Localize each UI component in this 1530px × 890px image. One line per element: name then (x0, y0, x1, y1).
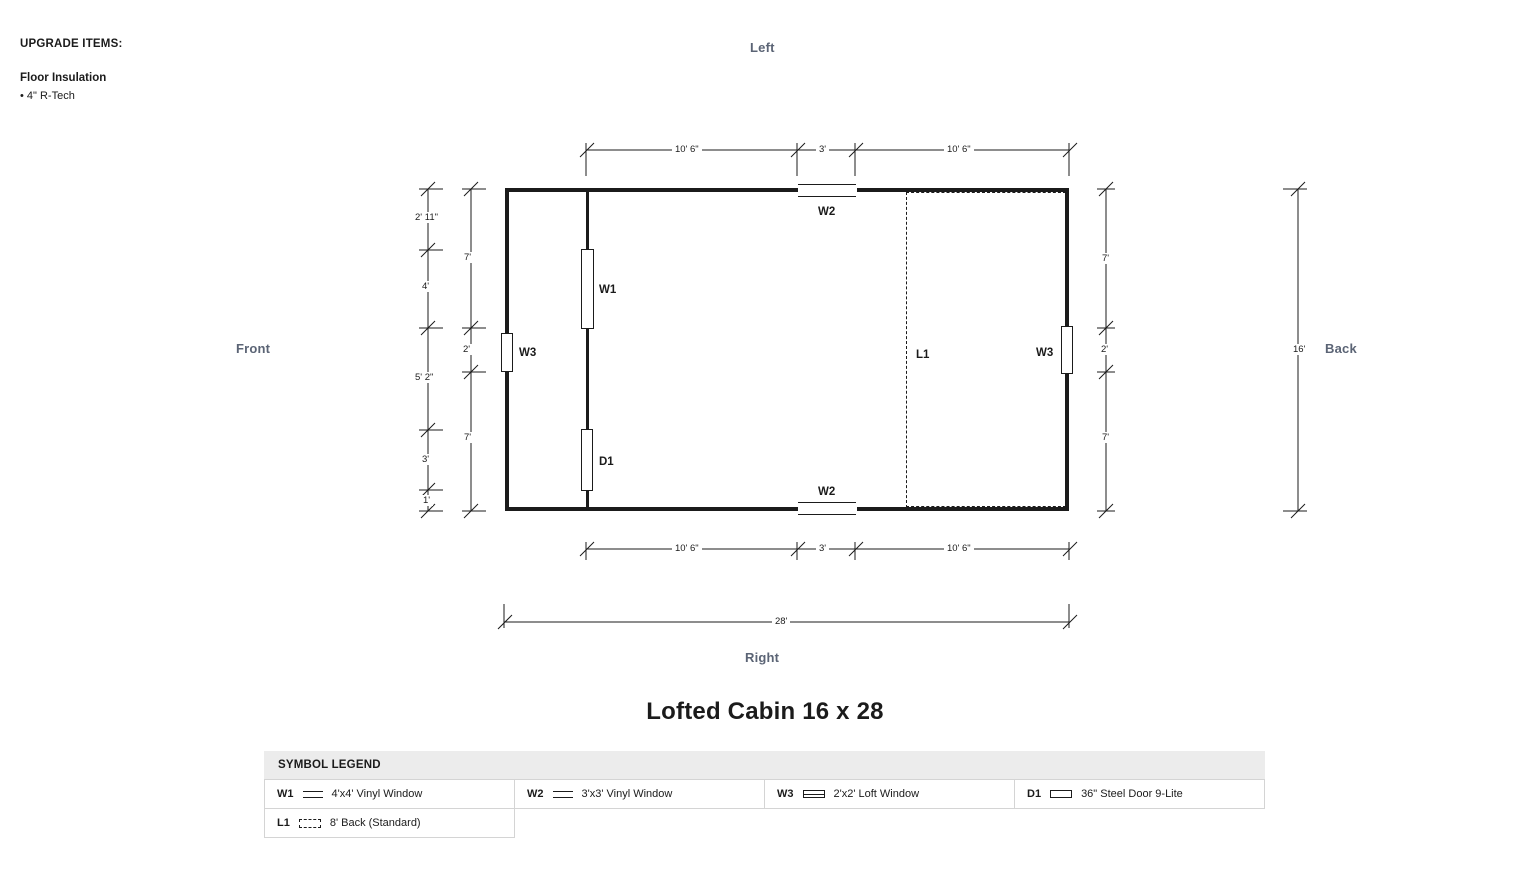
window-w2-top (798, 184, 856, 197)
legend-cell-w3 (765, 780, 1015, 809)
legend-cell-empty (1015, 809, 1265, 838)
dim-left-outer-5: 1' (420, 495, 433, 506)
dim-right-3: 7' (1099, 432, 1112, 443)
dim-left-inner-2: 2' (460, 344, 473, 355)
dim-bottom-right: 10' 6" (944, 543, 974, 554)
legend-code: W2 (527, 788, 544, 800)
dim-right-1: 7' (1099, 253, 1112, 264)
window-w3-right (1061, 326, 1073, 374)
dim-left-inner-3: 7' (461, 432, 474, 443)
upgrade-items-heading: UPGRADE ITEMS: (20, 38, 123, 50)
dim-left-outer-1: 2' 11" (412, 212, 441, 223)
legend-cell-w1 (265, 780, 515, 809)
wall-bottom-left (505, 507, 798, 511)
dim-left-outer-2: 4' (419, 281, 432, 292)
upgrade-item-1: • 4" R-Tech (20, 90, 75, 102)
wall-left-upper (505, 188, 509, 333)
tag-w1: W1 (599, 284, 617, 296)
wall-right-upper (1065, 188, 1069, 326)
loft-top-hatch (906, 192, 1066, 193)
window-w1 (581, 249, 594, 329)
tag-w2-bottom: W2 (818, 486, 836, 498)
loft-edge-line (906, 192, 907, 508)
symbol-legend (264, 751, 1265, 838)
legend-code: L1 (277, 817, 290, 829)
dim-top-mid: 3' (816, 144, 829, 155)
dim-left-outer-4: 3' (419, 454, 432, 465)
dim-right-2: 2' (1098, 344, 1111, 355)
window-w3-left (501, 333, 513, 372)
dim-overall-width: 28' (772, 616, 790, 627)
legend-cell-empty (515, 809, 765, 838)
legend-text: 3'x3' Vinyl Window (581, 788, 673, 800)
page-title: Lofted Cabin 16 x 28 (646, 698, 884, 725)
wall-top-left (505, 188, 798, 192)
tag-l1: L1 (916, 349, 930, 361)
dim-top-left: 10' 6" (672, 144, 702, 155)
door-icon (1050, 790, 1072, 798)
legend-text: 8' Back (Standard) (329, 817, 421, 829)
tag-w3-right: W3 (1036, 347, 1054, 359)
loft-bottom-hatch (906, 506, 1066, 507)
legend-header: SYMBOL LEGEND (264, 751, 1265, 779)
legend-code: D1 (1027, 788, 1042, 800)
dim-top-right: 10' 6" (944, 144, 974, 155)
legend-code: W1 (277, 788, 294, 800)
loft-window-icon (803, 790, 825, 798)
orientation-label-right: Right (745, 650, 780, 665)
legend-cell-empty (765, 809, 1015, 838)
window-w2-bottom (798, 502, 856, 515)
legend-text: 36" Steel Door 9-Lite (1081, 788, 1183, 800)
tag-w3-left: W3 (519, 347, 537, 359)
legend-table (264, 779, 1265, 838)
wall-left-lower (505, 372, 509, 511)
upgrade-section-title: Floor Insulation (20, 72, 107, 84)
wall-bottom-right (857, 507, 1069, 511)
legend-text: 2'x2' Loft Window (833, 788, 920, 800)
dim-bottom-mid: 3' (816, 543, 829, 554)
legend-code: W3 (777, 788, 794, 800)
orientation-label-left: Left (750, 40, 775, 55)
orientation-label-back: Back (1325, 341, 1357, 356)
legend-row (265, 780, 1265, 809)
dim-overall-depth: 16' (1290, 344, 1308, 355)
legend-cell-w2 (515, 780, 765, 809)
tag-d1: D1 (599, 456, 614, 468)
loft-icon (299, 819, 321, 828)
legend-cell-d1 (1015, 780, 1265, 809)
dim-left-inner-1: 7' (461, 252, 474, 263)
window-icon (553, 791, 573, 798)
door-d1 (581, 429, 593, 491)
window-icon (303, 791, 323, 798)
legend-row (265, 809, 1265, 838)
legend-text: 4'x4' Vinyl Window (331, 788, 423, 800)
wall-right-lower (1065, 374, 1069, 511)
tag-w2-top: W2 (818, 206, 836, 218)
legend-cell-l1 (265, 809, 515, 838)
dim-bottom-left: 10' 6" (672, 543, 702, 554)
orientation-label-front: Front (236, 341, 271, 356)
dim-left-outer-3: 5' 2" (412, 372, 436, 383)
